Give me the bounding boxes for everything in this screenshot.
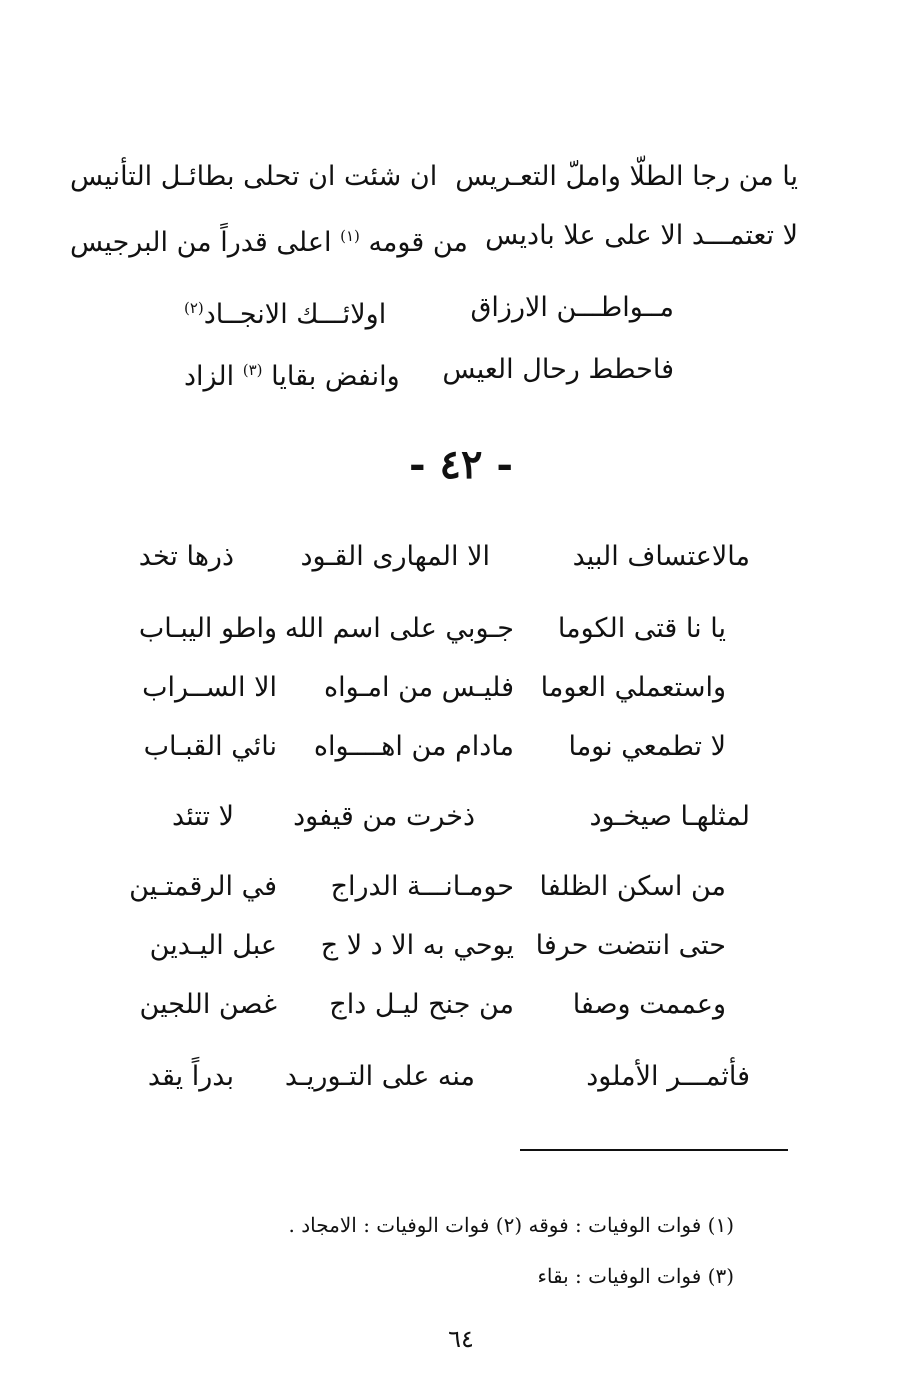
stanza-cell: مادام من اهــــواه <box>313 731 514 762</box>
footnote-marker: (٢) <box>184 299 204 317</box>
stanza-cell: لمثلهـا صيخـود <box>589 801 750 832</box>
verse-first-half: لا تعتمـــد الا على علا باديس <box>485 220 798 251</box>
stanza-cell: نائي القبـاب <box>143 731 277 762</box>
verse-first-half: مــواطـــن الارزاق <box>470 292 674 323</box>
stanza-cell: لا تتئد <box>172 801 234 832</box>
intro-verse-1 <box>70 157 798 197</box>
footnote-marker: (١) <box>340 227 360 245</box>
page-number: ٦٤ <box>448 1325 474 1353</box>
stanza-cell: واستعملي العوما <box>540 672 726 703</box>
verse-second-half: ان شئت ان تحلى بطائـل التأنيس <box>70 161 438 192</box>
stanza-cell: مالاعتساف البيد <box>572 541 750 572</box>
stanza-cell: حتى انتضت حرفا <box>535 930 726 961</box>
stanza-cell: يوحي به الا د لا ج <box>320 930 514 961</box>
stanza-cell: الا المهارى القـود <box>300 541 490 572</box>
footnote-line: (٣) فوات الوفيات : بقاء <box>537 1264 734 1288</box>
hemistich-verse-2 <box>184 350 674 397</box>
intro-verse-2 <box>70 216 798 263</box>
stanza-cell: فأثمـــر الأملود <box>586 1061 750 1092</box>
stanza-cell: في الرقمتـين <box>129 871 277 902</box>
stanza-cell: عبل اليـدين <box>149 930 277 961</box>
stanza-cell: يا نا قتى الكوما <box>557 613 726 644</box>
footnote-marker: (٣) <box>242 361 263 379</box>
stanza-cell: من اسكن الظلفا <box>539 871 726 902</box>
stanza-cell: حومـانـــة الدراج <box>330 871 514 902</box>
stanza-cell: جـوبي على اسم الله <box>284 613 514 644</box>
stanza-cell: ذخرت من قيفود <box>293 801 475 832</box>
stanza-cell: منه على التـوريـد <box>284 1061 475 1092</box>
stanza-cell: بدراً يقد <box>147 1061 234 1092</box>
hemistich-verse-1 <box>184 288 674 335</box>
verse-second-half: وانفض بقايا $^{(٣)}$ الزاد <box>184 361 400 392</box>
stanza-cell: وعممت وصفا <box>572 989 726 1020</box>
stanza-cell: واطو اليبـاب <box>138 613 277 644</box>
stanza-cell: غصن اللجين <box>139 989 277 1020</box>
footnote-line: (١) فوات الوفيات : فوقه (٢) فوات الوفيات : الامجاد . <box>288 1213 734 1237</box>
stanza-cell: ذرها تخد <box>138 541 234 572</box>
stanza-cell: فليـس من امـواه <box>324 672 514 703</box>
stanza-cell: الا الســراب <box>142 672 277 703</box>
section-number: - ٤٢ - <box>408 441 514 488</box>
stanza-cell: من جنح ليـل داج <box>329 989 514 1020</box>
footnote-divider <box>520 1149 788 1151</box>
verse-first-half: يا من رجا الطلّا واملّ التعـريس <box>455 161 798 192</box>
stanza-cell: لا تطمعي نوما <box>568 731 726 762</box>
verse-first-half: فاحطط رحال العيس <box>442 354 674 385</box>
verse-second-half: اولائـــك الانجــاد$^{(٢)}$ <box>184 299 387 330</box>
verse-second-half: من قومه $^{(١)}$ اعلى قدراً من البرجيس <box>70 227 468 258</box>
